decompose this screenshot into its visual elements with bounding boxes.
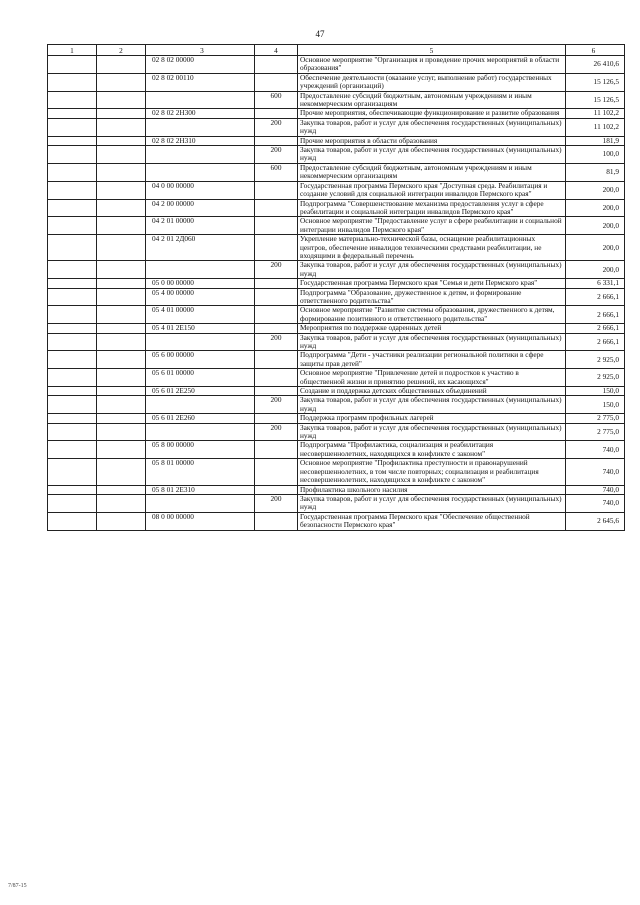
cell-col2 [97, 163, 146, 181]
cell-code: 04 2 00 00000 [146, 199, 255, 217]
cell-name: Подпрограмма "Совершенствование механизма предоставления услуг в сфере реабилитации и социальной интеграции инвалидов Пермского края" [298, 199, 566, 217]
cell-col2 [97, 414, 146, 423]
cell-expense-type: 200 [255, 494, 298, 512]
cell-code: 04 2 01 2Д060 [146, 235, 255, 261]
cell-amount: 2 775,0 [566, 414, 625, 423]
cell-name: Закупка товаров, работ и услуг для обеспечения государственных (муниципальных) нужд [298, 423, 566, 441]
column-header-6: 6 [566, 45, 625, 56]
cell-code: 05 6 01 00000 [146, 369, 255, 387]
cell-expense-type [255, 136, 298, 145]
column-header-4: 4 [255, 45, 298, 56]
cell-col1 [48, 136, 97, 145]
cell-col2 [97, 333, 146, 351]
cell-col1 [48, 512, 97, 530]
cell-expense-type [255, 199, 298, 217]
cell-code: 04 0 00 00000 [146, 181, 255, 199]
cell-col1 [48, 494, 97, 512]
cell-col2 [97, 217, 146, 235]
cell-expense-type: 600 [255, 163, 298, 181]
cell-col2 [97, 181, 146, 199]
column-header-2: 2 [97, 45, 146, 56]
cell-col2 [97, 512, 146, 530]
cell-col1 [48, 369, 97, 387]
cell-code: 02 8 02 00110 [146, 73, 255, 91]
cell-col2 [97, 494, 146, 512]
cell-amount: 2 775,0 [566, 423, 625, 441]
cell-col1 [48, 351, 97, 369]
table-row [48, 512, 625, 530]
cell-code: 05 4 01 00000 [146, 306, 255, 324]
cell-code [146, 261, 255, 279]
cell-col2 [97, 73, 146, 91]
cell-code: 05 8 01 00000 [146, 459, 255, 485]
cell-amount: 81,9 [566, 163, 625, 181]
cell-col1 [48, 387, 97, 396]
cell-name: Закупка товаров, работ и услуг для обеспечения государственных (муниципальных) нужд [298, 146, 566, 164]
cell-expense-type [255, 288, 298, 306]
cell-name: Предоставление субсидий бюджетным, автономным учреждениям и иным некоммерческим организациям [298, 163, 566, 181]
column-header-5: 5 [298, 45, 566, 56]
cell-name: Подпрограмма "Дети - участники реализации региональной политики в сфере защиты прав детей" [298, 351, 566, 369]
table-row [48, 109, 625, 118]
cell-name: Профилактика школьного насилия [298, 485, 566, 494]
cell-amount: 11 102,2 [566, 118, 625, 136]
cell-code: 05 6 01 2Е250 [146, 387, 255, 396]
footer-document-code: 7/87-15 [8, 883, 27, 889]
table-row [48, 279, 625, 288]
cell-name: Прочие мероприятия, обеспечивающие функционирование и развитие образования [298, 109, 566, 118]
cell-col2 [97, 423, 146, 441]
table-row [48, 146, 625, 164]
cell-col2 [97, 459, 146, 485]
cell-col1 [48, 485, 97, 494]
cell-col1 [48, 261, 97, 279]
cell-expense-type [255, 73, 298, 91]
cell-amount: 2 925,0 [566, 351, 625, 369]
cell-code: 05 0 00 00000 [146, 279, 255, 288]
cell-expense-type: 200 [255, 396, 298, 414]
cell-code: 05 8 00 00000 [146, 441, 255, 459]
cell-amount: 26 410,6 [566, 56, 625, 74]
cell-expense-type [255, 459, 298, 485]
cell-name: Государственная программа Пермского края "Доступная среда. Реабилитация и создание условий для социальной интеграции инвалидов Пермского края" [298, 181, 566, 199]
cell-name: Создание и поддержка детских общественных объединений [298, 387, 566, 396]
table-row [48, 217, 625, 235]
cell-col1 [48, 109, 97, 118]
cell-col2 [97, 485, 146, 494]
cell-expense-type [255, 109, 298, 118]
cell-col2 [97, 306, 146, 324]
table-row [48, 369, 625, 387]
cell-name: Укрепление материально-технической базы, оснащение реабилитационных центров, обеспечение инвалидов техническими средствами реабилитации, не входящими в федеральный перечень [298, 235, 566, 261]
cell-code: 05 6 01 2Е260 [146, 414, 255, 423]
column-header-row [48, 45, 625, 56]
cell-name: Закупка товаров, работ и услуг для обеспечения государственных (муниципальных) нужд [298, 333, 566, 351]
cell-expense-type [255, 387, 298, 396]
table-row [48, 235, 625, 261]
cell-code [146, 494, 255, 512]
cell-expense-type [255, 181, 298, 199]
cell-amount: 200,0 [566, 181, 625, 199]
cell-name: Закупка товаров, работ и услуг для обеспечения государственных (муниципальных) нужд [298, 261, 566, 279]
cell-code: 08 0 00 00000 [146, 512, 255, 530]
cell-code: 04 2 01 00000 [146, 217, 255, 235]
cell-col2 [97, 146, 146, 164]
cell-expense-type [255, 414, 298, 423]
cell-code: 02 8 02 2Н300 [146, 109, 255, 118]
cell-amount: 2 925,0 [566, 369, 625, 387]
cell-code [146, 163, 255, 181]
table-row [48, 56, 625, 74]
cell-expense-type: 200 [255, 333, 298, 351]
cell-name: Мероприятия по поддержке одаренных детей [298, 324, 566, 333]
cell-col1 [48, 324, 97, 333]
cell-expense-type: 200 [255, 423, 298, 441]
table-row [48, 351, 625, 369]
cell-name: Поддержка программ профильных лагерей [298, 414, 566, 423]
table-row [48, 441, 625, 459]
cell-code: 05 4 01 2Е150 [146, 324, 255, 333]
cell-amount: 2 666,1 [566, 324, 625, 333]
cell-amount: 740,0 [566, 494, 625, 512]
cell-amount: 150,0 [566, 396, 625, 414]
column-header-3: 3 [146, 45, 255, 56]
cell-code [146, 423, 255, 441]
cell-name: Основное мероприятие "Развитие системы образования, дружественного к детям, формирование позитивного и ответственного родительства" [298, 306, 566, 324]
cell-expense-type [255, 485, 298, 494]
cell-expense-type [255, 324, 298, 333]
cell-expense-type [255, 279, 298, 288]
table-row [48, 163, 625, 181]
cell-amount: 6 331,1 [566, 279, 625, 288]
cell-col1 [48, 146, 97, 164]
table-row [48, 261, 625, 279]
cell-col2 [97, 235, 146, 261]
cell-col2 [97, 396, 146, 414]
cell-name: Предоставление субсидий бюджетным, автономным учреждениям и иным некоммерческим организациям [298, 91, 566, 109]
table-row [48, 91, 625, 109]
cell-expense-type [255, 351, 298, 369]
cell-col2 [97, 136, 146, 145]
cell-expense-type: 600 [255, 91, 298, 109]
cell-name: Закупка товаров, работ и услуг для обеспечения государственных (муниципальных) нужд [298, 118, 566, 136]
cell-col2 [97, 279, 146, 288]
table-row [48, 396, 625, 414]
table-row [48, 485, 625, 494]
cell-col2 [97, 118, 146, 136]
cell-amount: 11 102,2 [566, 109, 625, 118]
cell-name: Государственная программа Пермского края "Обеспечение общественной безопасности Пермского края" [298, 512, 566, 530]
table-row [48, 288, 625, 306]
table-row [48, 73, 625, 91]
cell-col2 [97, 369, 146, 387]
cell-expense-type [255, 235, 298, 261]
table-row [48, 423, 625, 441]
cell-expense-type: 200 [255, 118, 298, 136]
cell-amount: 2 645,6 [566, 512, 625, 530]
cell-amount: 150,0 [566, 387, 625, 396]
cell-amount: 2 666,1 [566, 333, 625, 351]
cell-col2 [97, 351, 146, 369]
cell-amount: 200,0 [566, 199, 625, 217]
cell-code [146, 396, 255, 414]
cell-col2 [97, 261, 146, 279]
cell-col1 [48, 235, 97, 261]
cell-col1 [48, 279, 97, 288]
cell-col1 [48, 441, 97, 459]
cell-amount: 740,0 [566, 459, 625, 485]
cell-name: Основное мероприятие "Предоставление услуг в сфере реабилитации и социальной интеграции инвалидов Пермского края" [298, 217, 566, 235]
cell-code: 05 6 00 00000 [146, 351, 255, 369]
cell-amount: 15 126,5 [566, 73, 625, 91]
cell-col2 [97, 387, 146, 396]
cell-name: Основное мероприятие "Организация и проведение прочих мероприятий в области образования" [298, 56, 566, 74]
cell-col2 [97, 56, 146, 74]
table-row [48, 414, 625, 423]
cell-amount: 200,0 [566, 235, 625, 261]
cell-amount: 740,0 [566, 441, 625, 459]
cell-name: Обеспечение деятельности (оказание услуг, выполнение работ) государственных учреждений (организаций) [298, 73, 566, 91]
cell-amount: 2 666,1 [566, 306, 625, 324]
cell-col1 [48, 396, 97, 414]
cell-name: Государственная программа Пермского края "Семья и дети Пермского края" [298, 279, 566, 288]
cell-code: 02 8 02 2Н310 [146, 136, 255, 145]
cell-col1 [48, 288, 97, 306]
cell-col1 [48, 163, 97, 181]
cell-amount: 200,0 [566, 261, 625, 279]
cell-name: Основное мероприятие "Профилактика преступности и правонарушений несовершеннолетних, в том числе повторных; социализация и реабилитация несовершеннолетних, находящихся в конфликте с законом" [298, 459, 566, 485]
table-row [48, 387, 625, 396]
table-row [48, 306, 625, 324]
cell-col1 [48, 56, 97, 74]
cell-col1 [48, 181, 97, 199]
cell-amount: 740,0 [566, 485, 625, 494]
cell-code: 05 8 01 2Е310 [146, 485, 255, 494]
cell-col1 [48, 306, 97, 324]
cell-code [146, 333, 255, 351]
table-row [48, 118, 625, 136]
table-row [48, 333, 625, 351]
table-row [48, 494, 625, 512]
cell-col1 [48, 423, 97, 441]
budget-table-body [48, 45, 625, 531]
cell-code [146, 146, 255, 164]
column-header-1: 1 [48, 45, 97, 56]
table-row [48, 136, 625, 145]
cell-expense-type [255, 56, 298, 74]
cell-name: Закупка товаров, работ и услуг для обеспечения государственных (муниципальных) нужд [298, 396, 566, 414]
cell-expense-type [255, 512, 298, 530]
cell-name: Прочие мероприятия в области образования [298, 136, 566, 145]
cell-col1 [48, 459, 97, 485]
cell-col1 [48, 91, 97, 109]
cell-name: Подпрограмма "Образование, дружественное к детям, и формирование ответственного родительства" [298, 288, 566, 306]
cell-expense-type: 200 [255, 261, 298, 279]
cell-col1 [48, 118, 97, 136]
cell-col2 [97, 288, 146, 306]
cell-amount: 181,9 [566, 136, 625, 145]
cell-expense-type [255, 369, 298, 387]
table-row [48, 459, 625, 485]
cell-name: Подпрограмма "Профилактика, социализация и реабилитация несовершеннолетних, находящихся в конфликте с законом" [298, 441, 566, 459]
cell-col2 [97, 109, 146, 118]
cell-col2 [97, 91, 146, 109]
cell-name: Закупка товаров, работ и услуг для обеспечения государственных (муниципальных) нужд [298, 494, 566, 512]
cell-expense-type [255, 441, 298, 459]
cell-name: Основное мероприятие "Привлечение детей и подростков к участию в общественной жизни и принятию решений, их касающихся" [298, 369, 566, 387]
cell-amount: 100,0 [566, 146, 625, 164]
cell-amount: 15 126,5 [566, 91, 625, 109]
cell-expense-type [255, 306, 298, 324]
cell-expense-type: 200 [255, 146, 298, 164]
cell-col2 [97, 324, 146, 333]
cell-code: 02 8 02 00000 [146, 56, 255, 74]
cell-col2 [97, 441, 146, 459]
table-row [48, 181, 625, 199]
cell-col1 [48, 333, 97, 351]
cell-col1 [48, 414, 97, 423]
cell-code [146, 118, 255, 136]
cell-expense-type [255, 217, 298, 235]
cell-col1 [48, 199, 97, 217]
cell-amount: 2 666,1 [566, 288, 625, 306]
table-row [48, 324, 625, 333]
table-row [48, 199, 625, 217]
cell-col2 [97, 199, 146, 217]
cell-col1 [48, 217, 97, 235]
cell-amount: 200,0 [566, 217, 625, 235]
budget-table [47, 44, 625, 531]
cell-code [146, 91, 255, 109]
cell-col1 [48, 73, 97, 91]
page-number: 47 [315, 29, 325, 39]
cell-code: 05 4 00 00000 [146, 288, 255, 306]
